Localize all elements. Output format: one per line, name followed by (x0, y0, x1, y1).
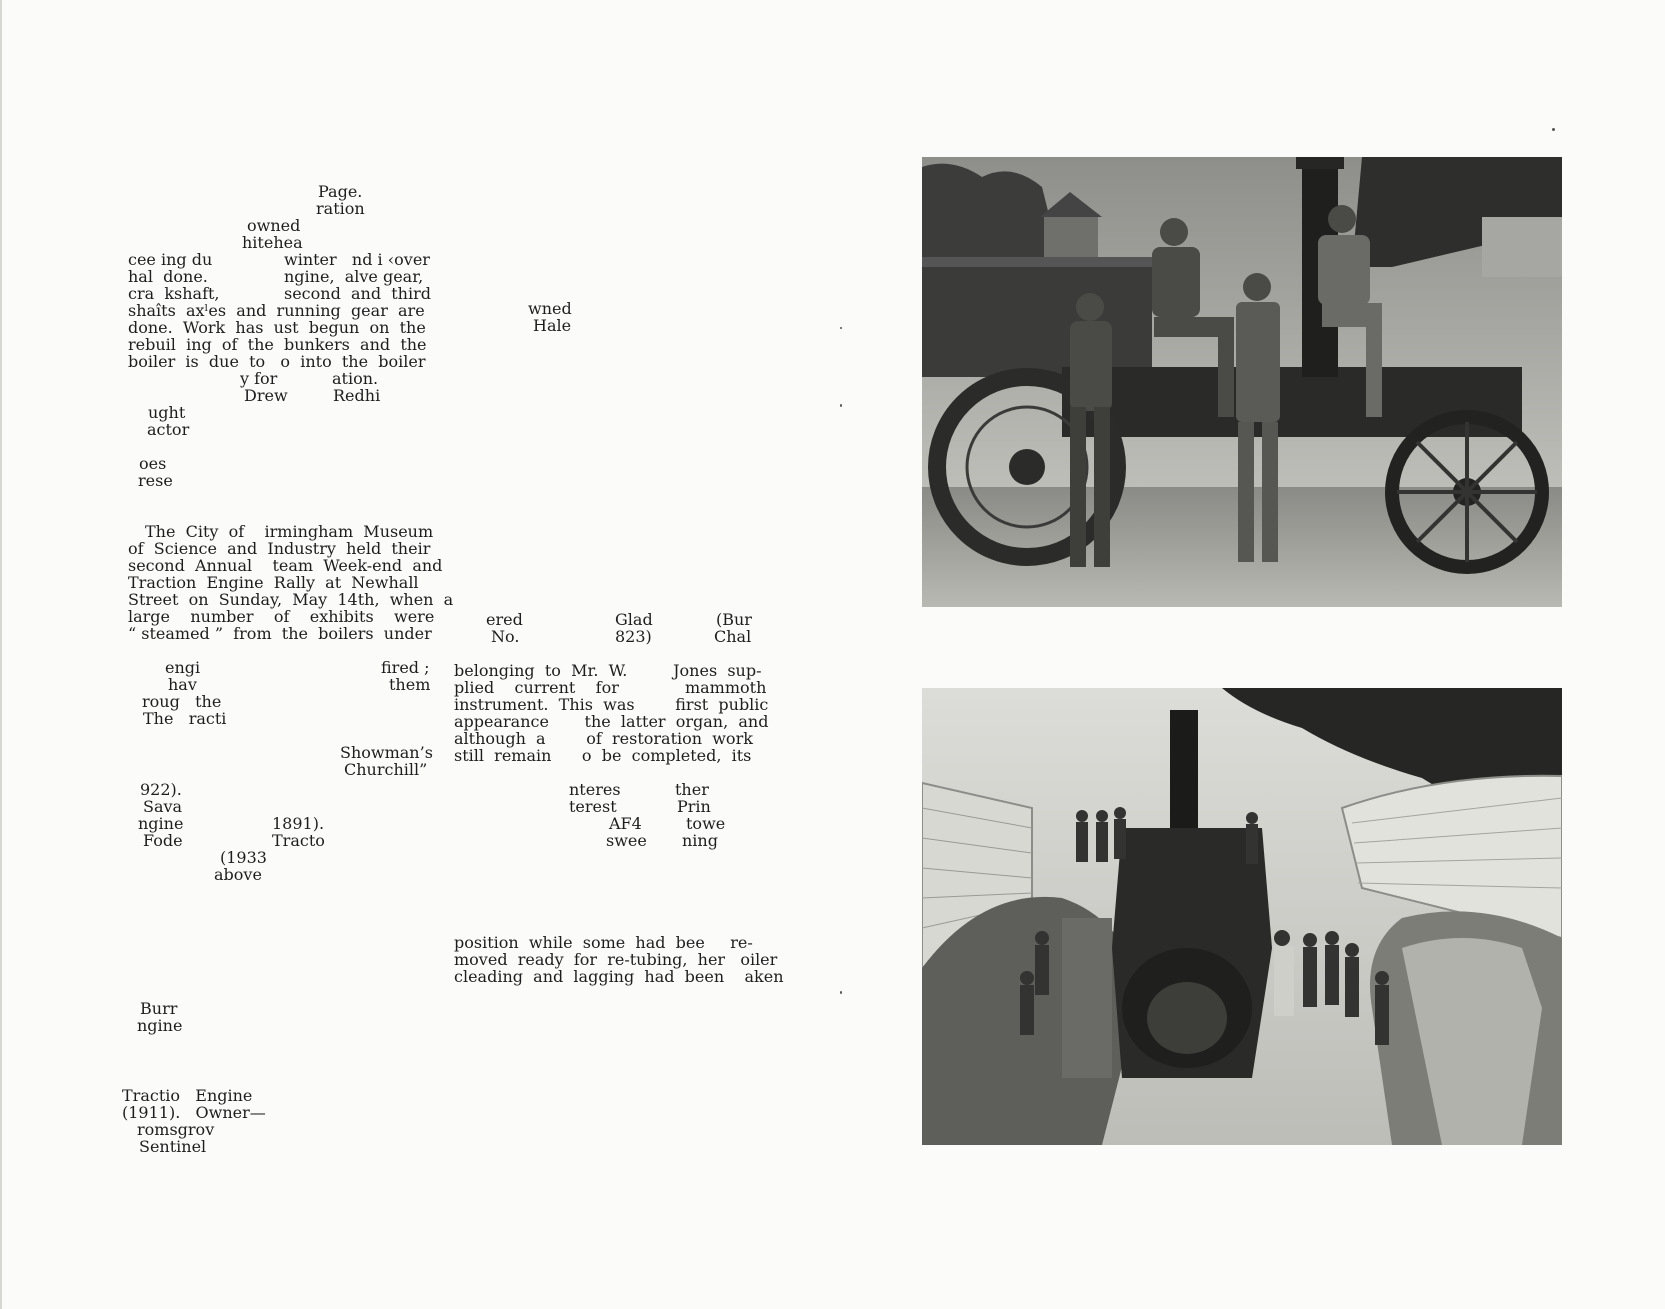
text-line: Churchill” (344, 760, 428, 779)
text-line: cleading and lagging had been aken (454, 967, 784, 986)
text-line: romsgrov (137, 1120, 215, 1139)
engine-in-cutting-image (922, 688, 1562, 1145)
text-line: ngine (138, 814, 184, 833)
text-line: ngine (137, 1016, 183, 1035)
text-line: (1933 (220, 848, 267, 867)
text-line: Page. (318, 182, 363, 201)
text-line: (1911). Owner— (122, 1103, 266, 1122)
text-line: actor (147, 420, 190, 439)
text-line: Chal (714, 627, 752, 646)
text-line: boiler is due to o into the boiler (128, 352, 426, 371)
text-line: y for (240, 369, 278, 388)
text-line: Sava (143, 797, 183, 816)
text-line: AF4 (609, 814, 642, 833)
text-line: above (214, 865, 262, 884)
text-line: shaîts axˡes and running gear are (128, 301, 425, 320)
text-line: Hale (533, 316, 572, 335)
text-line: Street on Sunday, May 14th, when a (128, 590, 454, 609)
text-line: cra kshaft, (128, 284, 220, 303)
text-line: moved ready for re-tubing, her oiler (454, 950, 778, 969)
text-line: 823) (615, 627, 652, 646)
text-line: “ steamed ” from the boilers under (128, 624, 432, 643)
text-line: (Bur (716, 610, 752, 629)
text-line: Redhi (333, 386, 381, 405)
text-line: although a of restoration work (454, 729, 753, 748)
text-line: Prin (677, 797, 711, 816)
text-line: ning (682, 831, 718, 850)
text-line: still remain o be completed, its (454, 746, 752, 765)
text-line: hav (168, 675, 197, 694)
text-line: oes (139, 454, 167, 473)
text-line: Traction Engine Rally at Newhall (128, 573, 419, 592)
text-line: fired ; (381, 658, 430, 677)
scan-speck (840, 991, 842, 994)
text-line: terest (569, 797, 617, 816)
text-line: nteres (569, 780, 621, 799)
text-line: done. Work has ust begun on the (128, 318, 426, 337)
text-line: engi (165, 658, 201, 677)
text-line: them (389, 675, 431, 694)
text-line: large number of exhibits were (128, 607, 435, 626)
text-line: Sentinel (139, 1137, 207, 1156)
text-line: Burr (140, 999, 178, 1018)
text-line: ration (316, 199, 365, 218)
page-left-edge (0, 0, 2, 1309)
text-line: towe (686, 814, 726, 833)
photo-engine-in-cutting (922, 688, 1562, 1145)
text-line: winter nd i ‹over (284, 250, 430, 269)
text-line: wned (528, 299, 572, 318)
text-line: Tracto (272, 831, 325, 850)
text-line: second and third (284, 284, 431, 303)
text-line: Drew (244, 386, 288, 405)
scan-speck (1552, 128, 1555, 131)
text-line: Tractio Engine (122, 1086, 253, 1105)
text-line: The racti (143, 709, 227, 728)
text-line: ngine, alve gear, (284, 267, 424, 286)
text-line: of Science and Industry held their (128, 539, 431, 558)
text-line: Glad (615, 610, 653, 629)
text-line: plied current for mammoth (454, 678, 767, 697)
text-line: Fode (143, 831, 183, 850)
text-line: ught (148, 403, 186, 422)
text-line: hitehea (242, 233, 303, 252)
text-line: ered (486, 610, 523, 629)
text-line: rese (138, 471, 173, 490)
text-line: ther (675, 780, 709, 799)
text-line: belonging to Mr. W. Jones sup- (454, 661, 762, 680)
text-line: appearance the latter organ, and (454, 712, 769, 731)
text-line: 922). (140, 780, 182, 799)
scan-speck (840, 327, 842, 329)
text-line: second Annual team Week-end and (128, 556, 443, 575)
scan-speck (840, 404, 842, 407)
text-line: The City of irmingham Museum (145, 522, 434, 541)
text-line: Showman’s (340, 743, 433, 762)
text-line: rebuil ing of the bunkers and the (128, 335, 427, 354)
text-line: cee ing du (128, 250, 213, 269)
text-line: owned (247, 216, 301, 235)
text-line: 1891). (272, 814, 325, 833)
text-line: No. (491, 627, 520, 646)
text-line: position while some had bee re- (454, 933, 753, 952)
traction-engine-crew-image (922, 157, 1562, 607)
text-line: ation. (332, 369, 379, 388)
text-line: hal done. (128, 267, 208, 286)
text-line: swee (606, 831, 647, 850)
text-line: instrument. This was first public (454, 695, 769, 714)
photo-traction-engine-crew (922, 157, 1562, 607)
text-line: roug the (142, 692, 222, 711)
